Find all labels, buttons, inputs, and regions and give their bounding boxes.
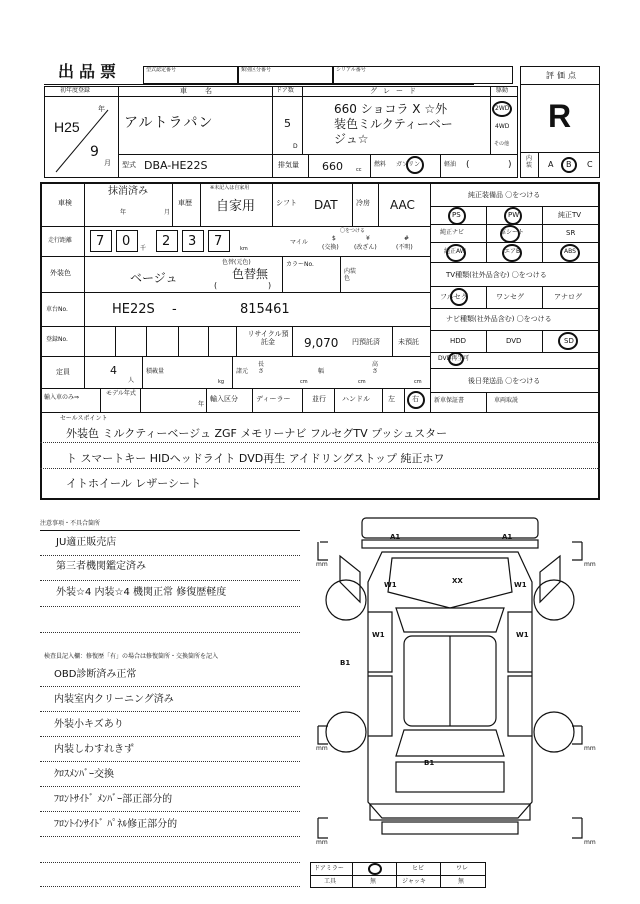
navi-hdd: HDD: [450, 337, 467, 345]
shift-value: DAT: [314, 198, 338, 212]
seating-capacity: 4: [110, 364, 117, 377]
repaint-value: 色替無: [232, 267, 269, 281]
chassis-prefix: HE22S: [112, 302, 155, 317]
first-reg-month: 9: [90, 144, 99, 160]
note-line: JU適正販売店: [56, 537, 117, 548]
wheel-rear-right: [534, 712, 574, 752]
odometer-digit: 2: [156, 230, 178, 252]
inspector-line: 外装小キズあり: [54, 719, 124, 730]
diagram-mark: W1: [372, 631, 385, 639]
odometer-digit: 7: [208, 230, 230, 252]
equip-pw: PW: [508, 211, 520, 219]
diagram-mark: W1: [516, 631, 529, 639]
drive-2wd: 2WD: [495, 105, 510, 112]
odometer-digit: 7: [90, 230, 112, 252]
tv-oneseg: ワンセグ: [496, 293, 524, 301]
tv-analog: アナログ: [554, 293, 582, 301]
grade-line-3: ジュ☆: [334, 132, 369, 146]
history-value: 自家用: [216, 199, 256, 214]
displacement: 660: [322, 160, 343, 173]
diagram-mark: B1: [340, 659, 351, 667]
inspector-line: ﾌﾛﾝﾄｻｲﾄﾞ ﾒﾝﾊﾞｰ部正部分的: [54, 794, 173, 805]
grade-line-1: 660 ショコラ X ☆外: [334, 102, 448, 116]
odometer: [90, 228, 280, 254]
tools-value: 無: [370, 878, 377, 885]
equip-navi: 純正ナビ: [440, 229, 465, 236]
equip-ps: PS: [452, 211, 461, 219]
inspector-line: ｸﾛｽﾒﾝﾊﾞｰ交換: [54, 769, 114, 780]
recycle-deposit: 9,070: [304, 336, 339, 350]
diagram-mark: A1: [502, 533, 513, 541]
diagram-mark: W1: [514, 581, 527, 589]
note-line: 第三者機関鑑定済み: [56, 561, 146, 572]
ac-value: AAC: [390, 198, 415, 212]
equip-abs: ABS: [564, 248, 576, 255]
wheel-rear-left: [326, 712, 366, 752]
sales-point-line: イトホイール レザーシート: [66, 477, 202, 490]
model-code: DBA-HE22S: [144, 159, 208, 172]
dvd-playback: DVD再生可: [438, 355, 470, 362]
grade-line-2: 装色ミルクティーベー: [334, 117, 453, 131]
sales-point-line: ト スマートキー HIDヘッドライト DVD再生 アイドリングストップ 純正ホワ: [66, 452, 445, 465]
equip-airbag: エアB: [504, 248, 521, 255]
handle-right: 右: [412, 395, 419, 403]
fuel-gasoline: ガソリン: [396, 161, 421, 168]
navi-dvd: DVD: [506, 337, 522, 345]
shaken-value: 抹消済み: [108, 186, 148, 197]
exterior-color: ベージュ: [130, 271, 178, 285]
inspector-line: 内装室内クリーニング済み: [54, 694, 174, 705]
page-title: 出品票: [58, 62, 122, 81]
diagram-mark: XX: [452, 577, 463, 585]
odometer-digit: 0: [116, 230, 138, 252]
rating-value: R: [548, 98, 572, 134]
inspector-line: 内装しわすれきず: [54, 744, 134, 755]
equip-tv: 純正TV: [558, 211, 582, 219]
diagram-mark: W1: [384, 581, 397, 589]
tv-fullseg: フルセグ: [440, 293, 468, 301]
damage-diagram: [300, 512, 620, 852]
after-manual: 車両取説: [494, 397, 519, 404]
equip-aw: 純正AW: [444, 248, 466, 255]
inspector-line: OBD診断済み正常: [54, 669, 137, 680]
interior-grade-b: B: [566, 160, 572, 169]
navi-sd: SD: [564, 337, 574, 345]
chassis-number: 815461: [240, 302, 290, 317]
door-count: 5: [284, 117, 291, 130]
after-warranty: 新車保証書: [434, 397, 465, 404]
vehicle-name: アルトラパン: [124, 115, 214, 131]
note-line: 外装☆4 内装☆4 機関正常 修復歴軽度: [56, 587, 227, 598]
thousand-unit: 千: [140, 245, 147, 252]
equip-sr: SR: [566, 229, 576, 237]
sales-point-line: 外装色 ミルクティーベージュ ZGF メモリーナビ フルセグTV プッシュスター: [66, 427, 448, 440]
first-reg-year: H25: [54, 119, 80, 135]
diagram-mark: B1: [424, 759, 435, 767]
equip-leather: 革シート: [500, 229, 525, 236]
odometer-digit: 3: [182, 230, 204, 252]
inspector-line: ﾌﾛﾝﾄｲﾝｻｲﾄﾞ ﾊﾟﾈﾙ修正部分的: [54, 819, 178, 830]
jack-value: 無: [458, 878, 465, 885]
diagram-mark: A1: [390, 533, 401, 541]
